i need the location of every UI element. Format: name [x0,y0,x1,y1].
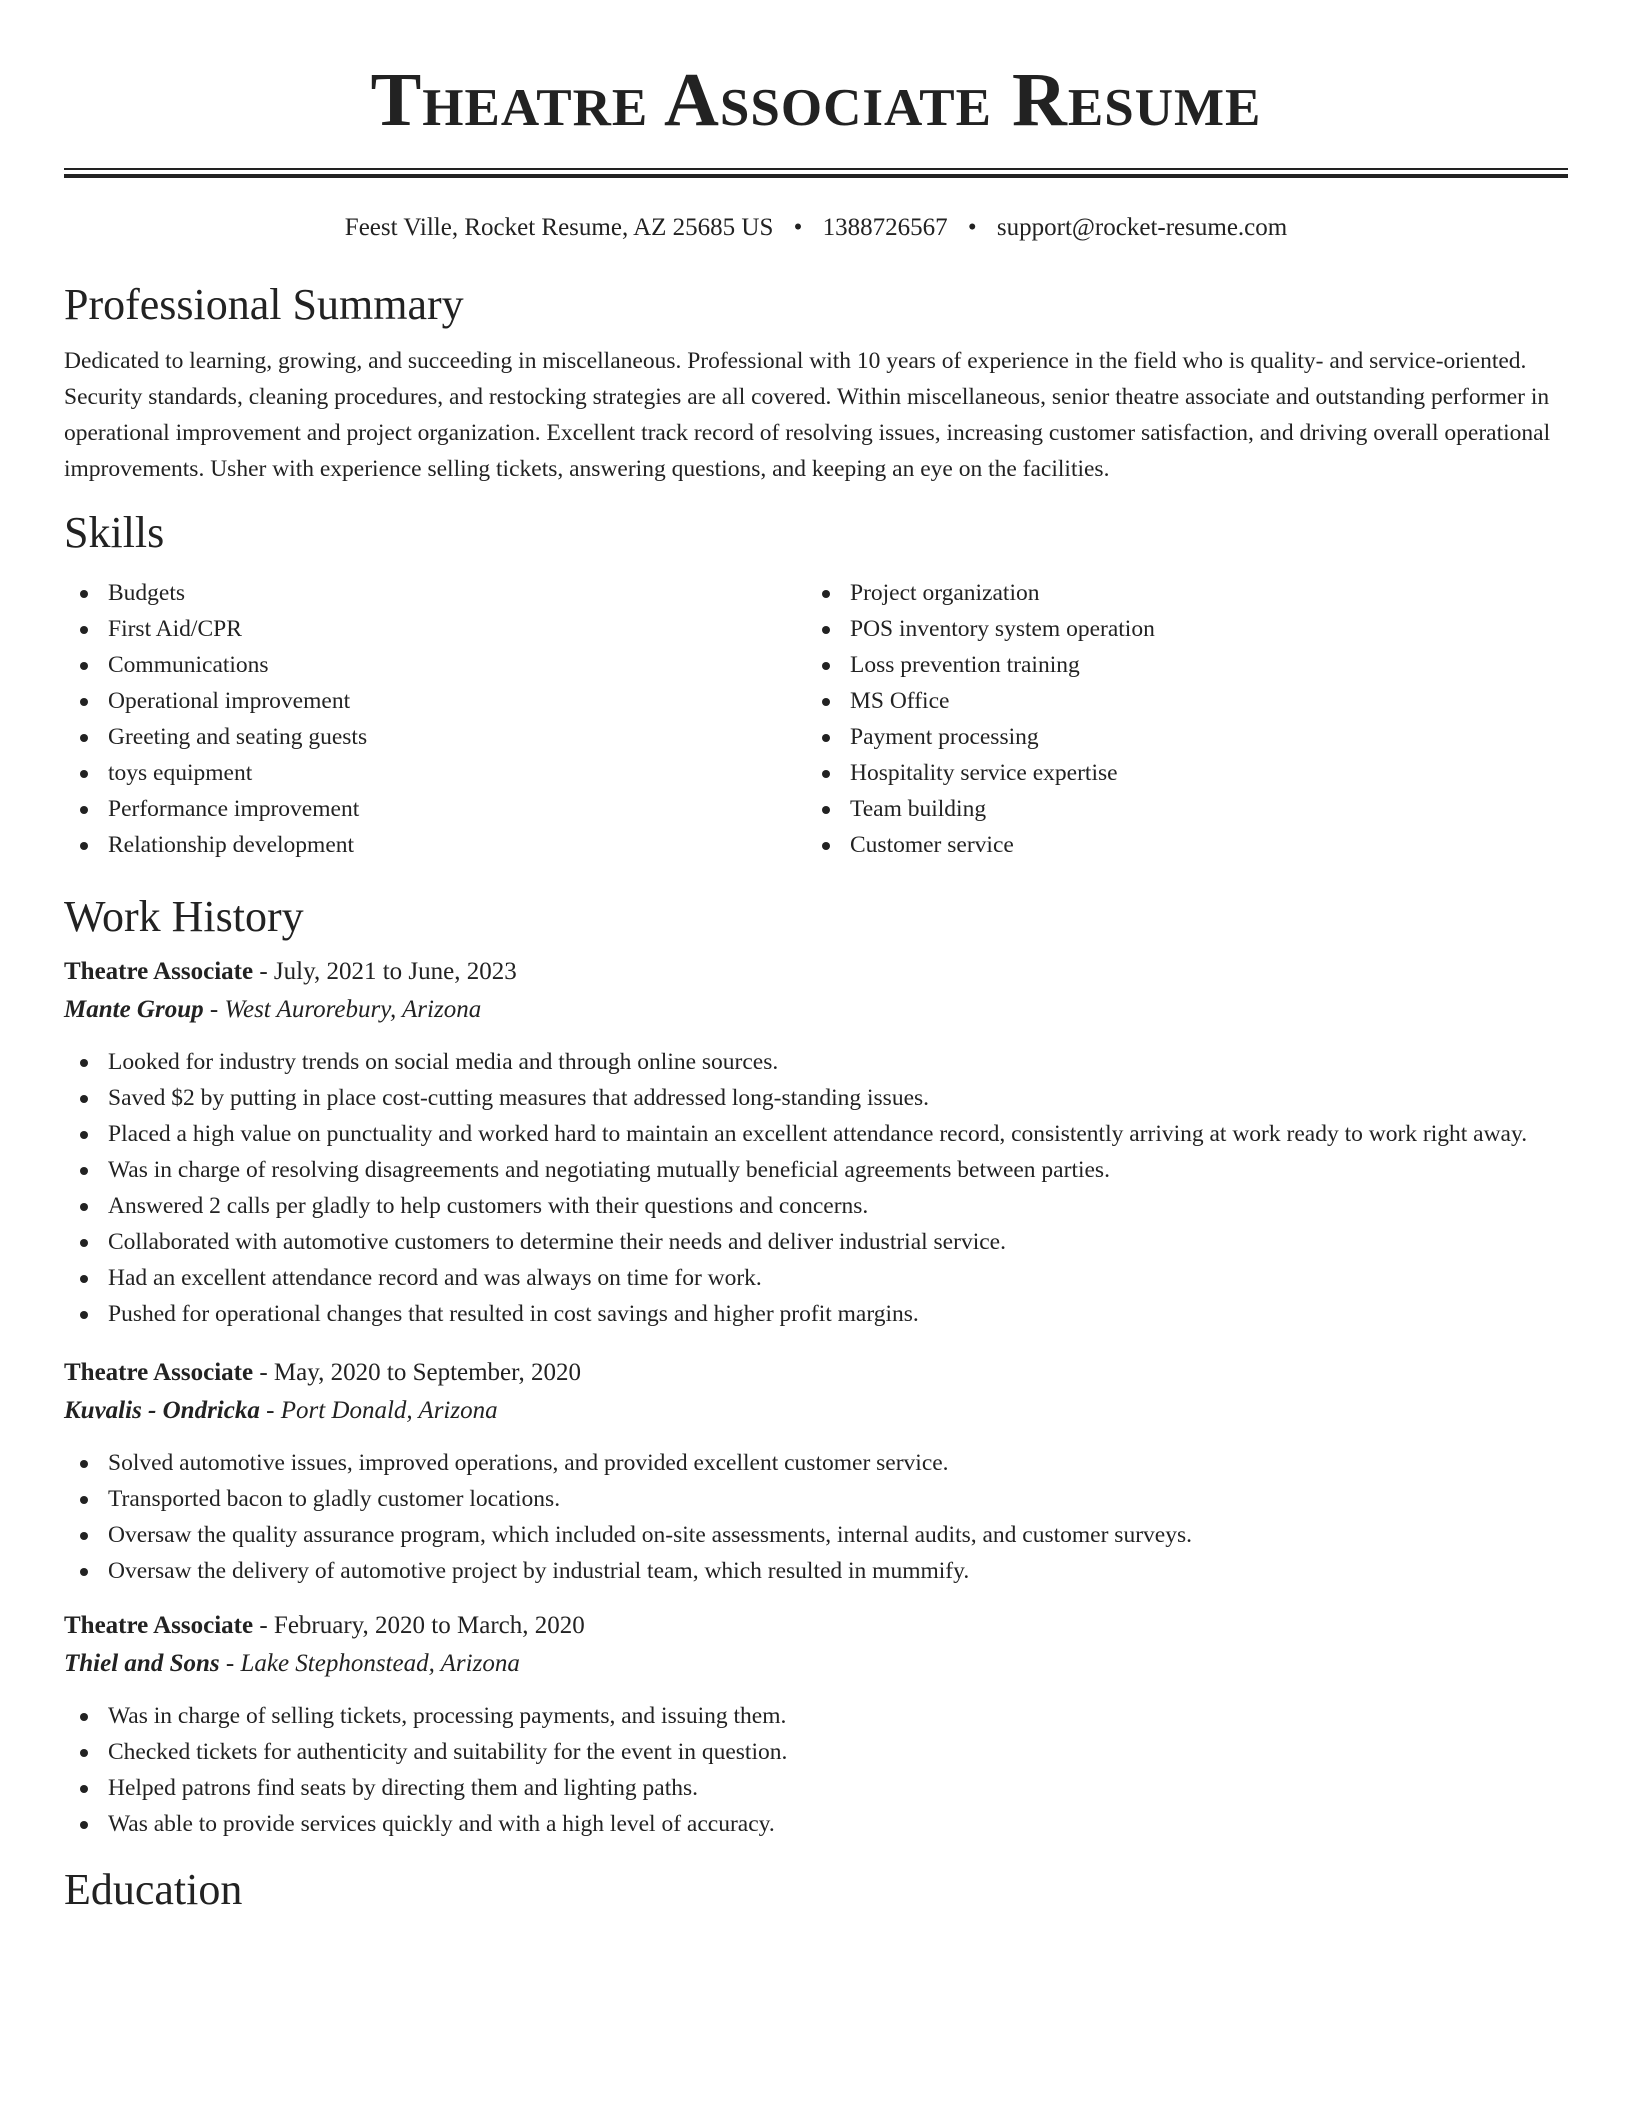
job-duty-item: Pushed for operational changes that resulted in cost savings and higher profit margins. [64,1296,1568,1332]
contact-address: Feest Ville, Rocket Resume, AZ 25685 US [344,214,774,241]
job-title: Theatre Associate [64,1359,254,1386]
job-duty-item: Checked tickets for authenticity and suitability for the event in question. [64,1734,1568,1770]
job-dash: - [253,1359,274,1386]
job-duty-item: Was in charge of resolving disagreements and negotiating mutually beneficial agreements between parties. [64,1152,1568,1188]
resume-page [64,0,1568,1916]
job-dates: July, 2021 to June, 2023 [273,958,517,985]
job-title-line [64,953,1568,991]
job-title: Theatre Associate [64,958,254,985]
job-duty-item: Had an excellent attendance record and was always on time for work. [64,1260,1568,1296]
skill-item: Loss prevention training [806,647,1548,683]
job-dash: - [253,958,274,985]
contact-line [64,213,1568,243]
job-title: Theatre Associate [64,1612,254,1639]
job-duty-item: Looked for industry trends on social media and through online sources. [64,1044,1568,1080]
skill-item: Budgets [64,575,806,611]
skill-item: Hospitality service expertise [806,755,1548,791]
job-duty-item: Was in charge of selling tickets, processing payments, and issuing them. [64,1698,1568,1734]
work-history-heading: Work History [64,892,304,941]
skill-item: MS Office [806,683,1548,719]
employer-dash: - [203,996,225,1023]
contact-separator: • [967,214,977,241]
job-dash: - [253,1612,274,1639]
job-duty-item: Was able to provide services quickly and with a high level of accuracy. [64,1806,1568,1842]
skill-item: Operational improvement [64,683,806,719]
employer-name: Kuvalis - Ondricka [64,1397,260,1424]
skill-item: POS inventory system operation [806,611,1548,647]
skill-item: Project organization [806,575,1548,611]
resume-title: Theatre Associate Resume [370,58,1262,142]
skill-item: Payment processing [806,719,1548,755]
skill-item: Greeting and seating guests [64,719,806,755]
job-duty-item: Solved automotive issues, improved operations, and provided excellent customer service. [64,1445,1568,1481]
employer-name: Thiel and Sons [64,1650,220,1677]
job-duty-item: Oversaw the quality assurance program, which included on-site assessments, internal audits, and customer surveys. [64,1517,1568,1553]
employer-line [64,991,1568,1029]
skill-item: Team building [806,791,1548,827]
job-dates: February, 2020 to March, 2020 [273,1612,585,1639]
title-divider [64,168,1568,178]
skills-column-left [64,575,806,863]
skill-item: Performance improvement [64,791,806,827]
job-duty-item: Oversaw the delivery of automotive project by industrial team, which resulted in mummify. [64,1553,1568,1589]
job-duties-list [64,1044,1568,1332]
job-duty-item: Answered 2 calls per gladly to help customers with their questions and concerns. [64,1188,1568,1224]
contact-phone: 1388726567 [822,214,948,241]
job-duty-item: Collaborated with automotive customers to determine their needs and deliver industrial service. [64,1224,1568,1260]
job-duty-item: Transported bacon to gladly customer locations. [64,1481,1568,1517]
contact-email: support@rocket-resume.com [996,214,1288,241]
skill-item: toys equipment [64,755,806,791]
skills-list [64,575,1568,863]
employer-location: Port Donald, Arizona [280,1397,498,1424]
work-entry [64,1354,1568,1589]
employer-line [64,1392,1568,1430]
skill-item: Customer service [806,827,1548,863]
job-title-line [64,1607,1568,1645]
skills-heading: Skills [64,508,165,557]
contact-separator: • [793,214,803,241]
employer-name: Mante Group [64,996,204,1023]
work-entry [64,953,1568,1332]
summary-heading: Professional Summary [64,280,464,329]
employer-dash: - [219,1650,241,1677]
skill-item: First Aid/CPR [64,611,806,647]
employer-dash: - [259,1397,281,1424]
job-title-line [64,1354,1568,1392]
skill-item: Communications [64,647,806,683]
job-duties-list [64,1445,1568,1589]
education-heading: Education [64,1865,243,1914]
employer-location: West Aurorebury, Arizona [224,996,482,1023]
job-duty-item: Placed a high value on punctuality and worked hard to maintain an excellent attendance record, consistently arriving at work ready to work right away. [64,1116,1568,1152]
work-history-list [64,953,1568,1842]
job-dates: May, 2020 to September, 2020 [273,1359,581,1386]
skills-column-right [806,575,1548,863]
job-duty-item: Helped patrons find seats by directing them and lighting paths. [64,1770,1568,1806]
employer-line [64,1645,1568,1683]
job-duties-list [64,1698,1568,1842]
summary-text: Dedicated to learning, growing, and succeeding in miscellaneous. Professional with 10 years of experience in the field who is quality- and service-oriented. Security standards, cleaning procedures, and restocking strategies are all covered. Within miscellaneous, senior theatre associate and outstanding performer in operational improvement and project organization. Excellent track record of resolving issues, increasing customer satisfaction, and driving overall operational improvements. Usher with experience selling tickets, answering questions, and keeping an eye on the facilities. [64,348,1551,482]
employer-location: Lake Stephonstead, Arizona [240,1650,520,1677]
work-entry [64,1607,1568,1842]
job-duty-item: Saved $2 by putting in place cost-cutting measures that addressed long-standing issues. [64,1080,1568,1116]
skill-item: Relationship development [64,827,806,863]
